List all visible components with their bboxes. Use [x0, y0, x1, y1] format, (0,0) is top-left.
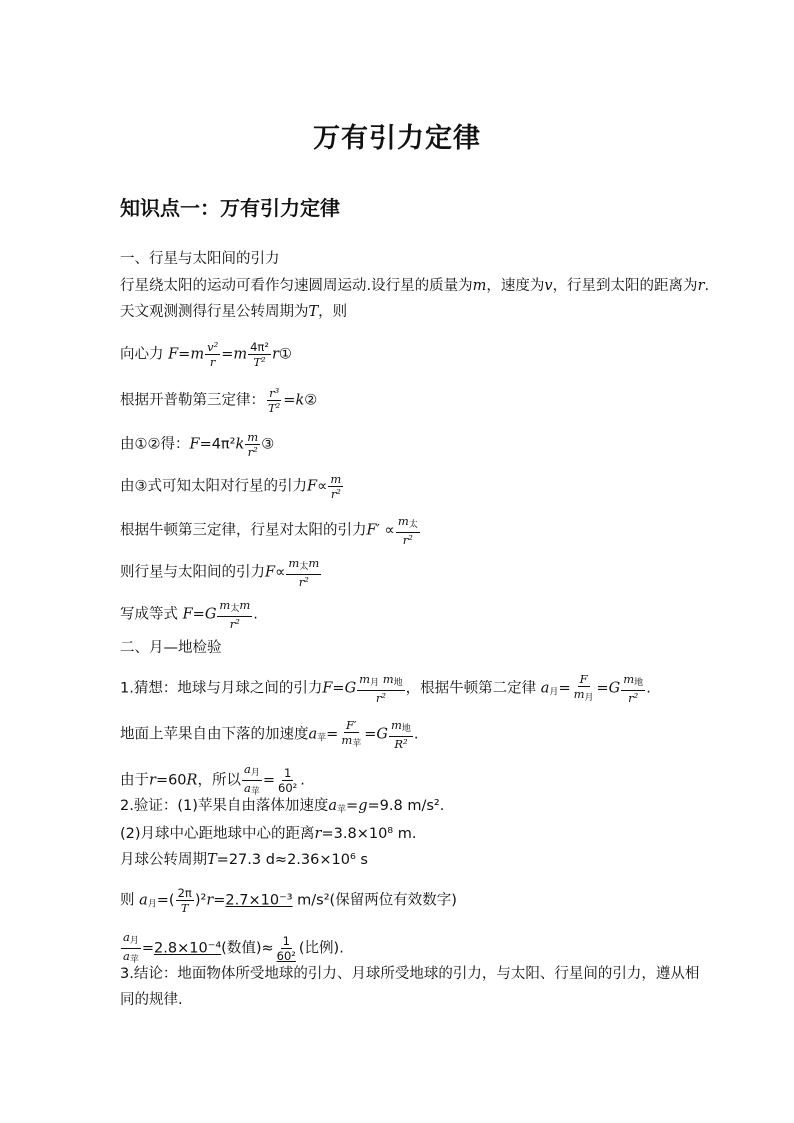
page-title: 万有引力定律 — [313, 123, 481, 154]
guess-line: 1.猜想：地球与月球之间的引力F=G $\frac{m_月 m_地}{\text{r²}}$ ，根据牛顿第二定律 $a_月=$ $\frac{F}{m_月}$ =G $\frac{m_地}{\text{r²}}$ . — [120, 672, 651, 705]
formula-kepler: 根据开普勒第三定律： $\frac{\text{r³}}{\text{T²}}$ =k② — [120, 386, 318, 415]
conclusion-line-1: 3.结论：地面物体所受地球的引力、月球所受地球的引力，与太阳、行星间的引力，遵从相 — [120, 966, 700, 982]
formula-derived: 由①②得：F=4π²k $\frac{m}{\text{r²}}$ ③ — [120, 430, 275, 459]
section-heading: 知识点一：万有引力定律 — [120, 196, 340, 220]
part2-heading: 二、月—地检验 — [120, 640, 222, 656]
since-line: 由于r=60R，所以 $\frac{a_月}{a_苹}$ = $\frac{1}{\text{60²}}$ . — [120, 762, 305, 797]
formula-proportional: 由③式可知太阳对行星的引力F∝ $\frac{m}{\text{r²}}$ — [120, 472, 342, 501]
conclusion-line-2: 同的规律. — [120, 992, 183, 1008]
formula-newton3: 根据牛顿第三定律，行星对太阳的引力F′ ∝ $\frac{m_太}{\text{r²}}$ — [120, 514, 418, 547]
period-line: 月球公转周期T=27.3 d≈2.36×10⁶ s — [120, 852, 368, 868]
apple-line: 地面上苹果自由下落的加速度$a_苹=$ $\frac{F'}{m_苹}$ =G $\frac{m_地}{\text{R²}}$ . — [120, 718, 419, 751]
formula-mutual: 则行星与太阳间的引力F∝ $\frac{m_太m}{\text{r²}}$ — [120, 556, 320, 589]
verify-2: (2)月球中心距地球中心的距离r=3.8×10⁸ m. — [120, 826, 417, 842]
ratio-answer: 2.8×10⁻⁴ — [154, 940, 222, 957]
intro-line-1: 行星绕太阳的运动可看作匀速圆周运动.设行星的质量为m，速度为v，行星到太阳的距离为r. — [120, 278, 710, 294]
intro-line-2: 天文观测测得行星公转周期为T，则 — [120, 304, 348, 320]
formula-centripetal: 向心力 F=m $\frac{\text{v²}}{r}$ =m $\frac{\text{4π²}}{\text{T²}}$ r① — [120, 340, 292, 369]
part1-heading: 一、行星与太阳间的引力 — [120, 251, 280, 267]
formula-equation: 写成等式 F=G $\frac{m_太m}{\text{r²}}$ . — [120, 598, 258, 631]
verify-1: 2.验证：(1)苹果自由落体加速度$a_苹=g=9.8$ m/s². — [120, 798, 445, 815]
ratio-line: $\frac{a_月}{a_苹}$ =2.8×10⁻⁴(数值)≈ $\frac{1}{\text{60²}}$ (比例). — [123, 930, 344, 965]
acceleration-line: 则 $a_月=$( $\frac{2\pi}{T}$ )²r=2.7×10⁻³ m/s²(保留两位有效数字) — [120, 886, 457, 915]
acceleration-answer: 2.7×10⁻³ — [225, 892, 293, 909]
